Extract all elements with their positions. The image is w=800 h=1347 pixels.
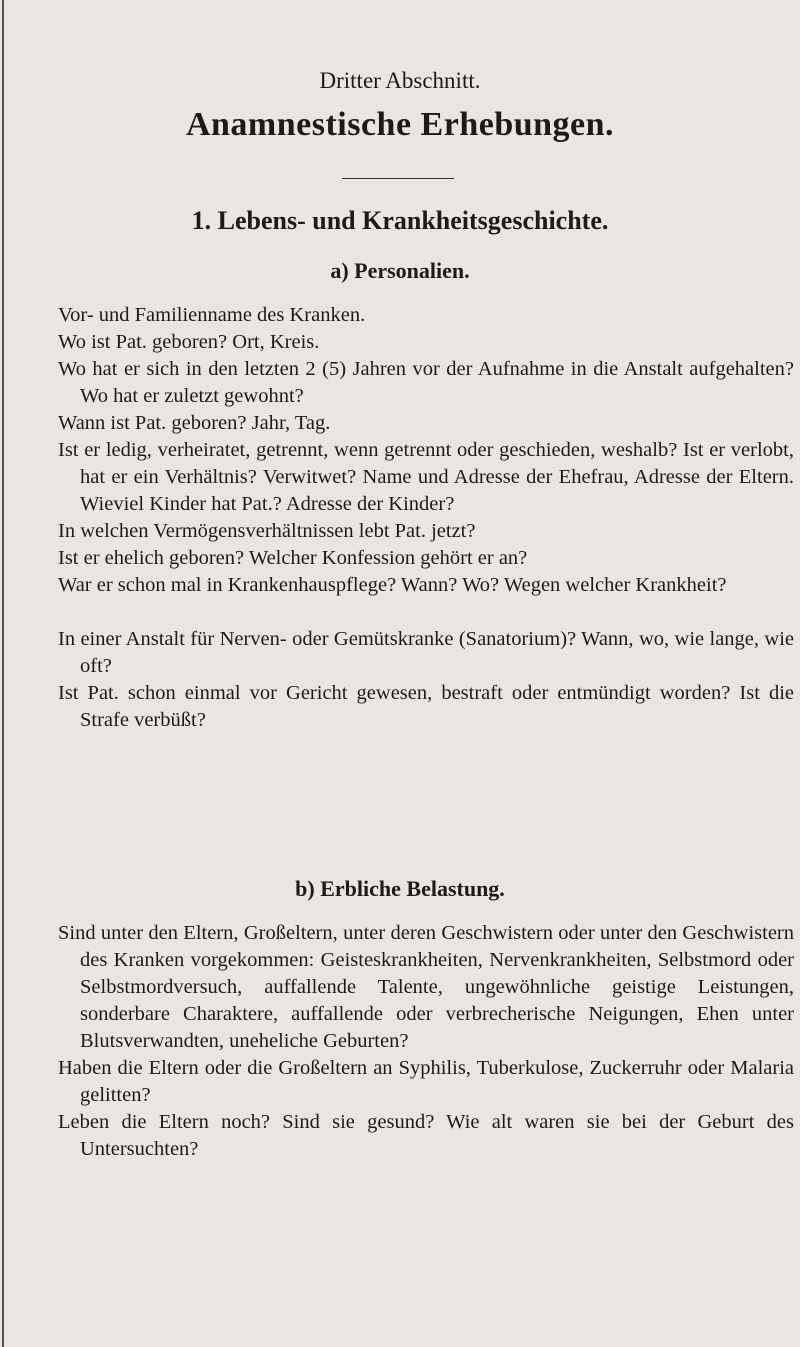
question-paragraph: Ist Pat. schon einmal vor Gericht gewesen, bestraft oder entmündigt worden? Ist die Strafe verbüßt? <box>58 682 794 731</box>
question-paragraph: Vor- und Familienname des Kranken. <box>58 304 366 326</box>
question-paragraph: Ist er ehelich geboren? Welcher Konfession gehört er an? <box>58 547 528 569</box>
question-paragraph: Wo ist Pat. geboren? Ort, Kreis. <box>58 331 320 353</box>
part-b-title: b) Erbliche Belastung. <box>295 876 505 901</box>
page-edge-shadow <box>2 0 4 1347</box>
question-paragraph: War er schon mal in Krankenhauspflege? Wann? Wo? Wegen welcher Krankheit? <box>58 574 727 596</box>
question-paragraph: Ist er ledig, verheiratet, getrennt, wenn getrennt oder geschieden, weshalb? Ist er verlobt, hat er ein Verhältnis? Verwitwet? Name und Adresse der Ehefrau, Adresse der Eltern. Wieviel Kinder hat Pat.? Adresse der Kinder? <box>58 439 794 515</box>
section-label: Dritter Abschnitt. <box>319 68 481 93</box>
question-paragraph: Sind unter den Eltern, Großeltern, unter deren Geschwistern oder unter den Geschwistern des Kranken vorgekommen: Geisteskrankheiten, Nervenkrankheiten, Selbstmord oder Selbstmordversuch, auffallende Talente, ungewöhnliche geistige Leistungen, sonderbare Charaktere, auffallende oder verbrecherische Neigungen, Ehen unter Blutsverwandten, uneheliche Geburten? <box>58 922 794 1052</box>
question-paragraph: In einer Anstalt für Nerven- oder Gemütskranke (Sanatorium)? Wann, wo, wie lange, wie oft? <box>58 628 794 677</box>
question-paragraph: In welchen Vermögensverhältnissen lebt Pat. jetzt? <box>58 520 476 542</box>
question-paragraph: Wann ist Pat. geboren? Jahr, Tag. <box>58 412 331 434</box>
question-paragraph: Wo hat er sich in den letzten 2 (5) Jahren vor der Aufnahme in die Anstalt aufgehalten? Wo hat er zuletzt gewohnt? <box>58 358 794 407</box>
question-paragraph: Haben die Eltern oder die Großeltern an Syphilis, Tuberkulose, Zuckerruhr oder Malaria gelitten? <box>58 1057 794 1106</box>
chapter-title: Anamnestische Erhebungen. <box>185 106 615 143</box>
part-a-title: a) Personalien. <box>330 258 470 283</box>
title-divider <box>342 178 454 179</box>
subsection-title: 1. Lebens- und Krankheitsgeschichte. <box>191 206 609 235</box>
question-paragraph: Leben die Eltern noch? Sind sie gesund? Wie alt waren sie bei der Geburt des Untersuchten? <box>58 1111 794 1160</box>
